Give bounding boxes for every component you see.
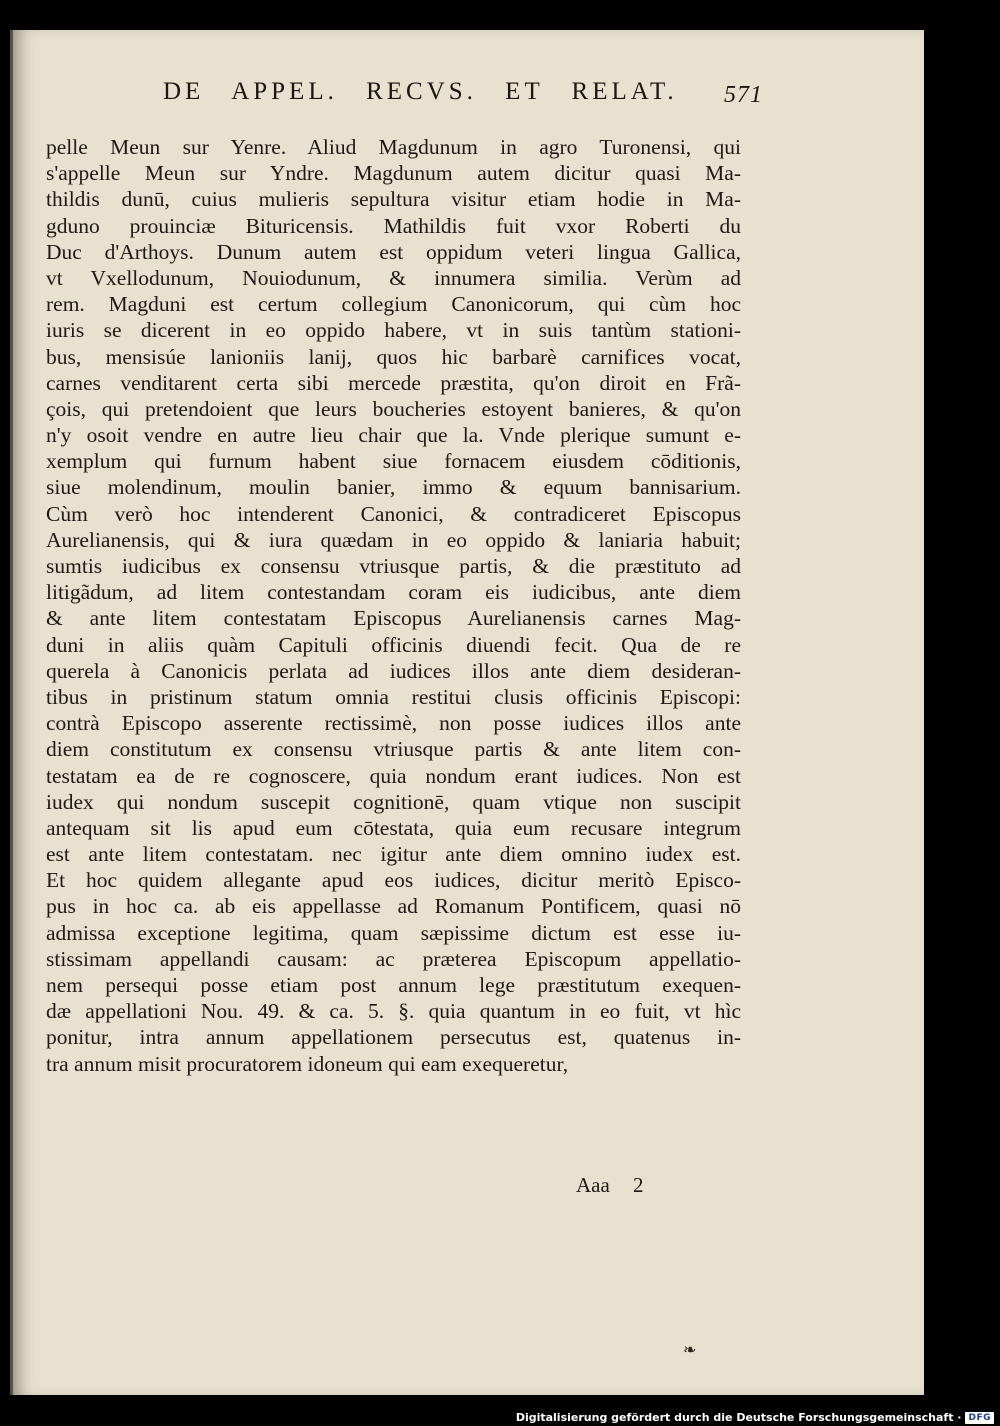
text-line: carnes venditarent certa sibi mercede præstita, qu'on diroit en Frã- <box>46 370 741 395</box>
text-line: antequam sit lis apud eum cōtestata, quia eum recusare integrum <box>46 815 741 840</box>
text-line: nem persequi posse etiam post annum lege præstitutum exequen- <box>46 973 741 997</box>
ornament-icon: ❧ <box>683 1340 697 1359</box>
text-line: est ante litem contestatam. nec igitur ante diem omnino iudex est. <box>46 842 741 867</box>
text-line: bus, mensisúe lanioniis lanij, quos hic barbarè carnifices vocat, <box>46 344 741 369</box>
text-line: contrà Episcopo asserente rectissimè, non posse iudices illos ante <box>46 711 741 736</box>
text-line: sumtis iudicibus ex consensu vtriusque partis, & die præstituto ad <box>46 554 741 578</box>
text-line: n'y osoit vendre en autre lieu chair que la. Vnde plerique sumunt e- <box>46 423 741 448</box>
text-line: çois, qui pretendoient que leurs boucheries estoyent banieres, & qu'on <box>46 396 741 421</box>
text-line: testatam ea de re cognoscere, quia nondum erant iudices. Non est <box>46 763 741 788</box>
text-line: rem. Magduni est certum collegium Canonicorum, qui cùm hoc <box>46 292 741 317</box>
text-line: iuris se dicerent in eo oppido habere, vt in suis tantùm stationi- <box>46 318 741 343</box>
text-line: Et hoc quidem allegante apud eos iudices, dicitur meritò Episco- <box>46 868 741 893</box>
text-line: admissa exceptione legitima, quam sæpissime dictum est esse iu- <box>46 920 741 945</box>
text-line: stissimam appellandi causam: ac præterea Episcopum appellatio- <box>46 946 741 971</box>
text-line: pelle Meun sur Yenre. Aliud Magdunum in agro Turonensi, qui <box>46 135 741 159</box>
credit-text: Digitalisierung gefördert durch die Deutsche Forschungsgemeinschaft · <box>515 1411 962 1424</box>
text-line: tibus in pristinum statum omnia restitui clusis officinis Episcopi: <box>46 684 741 709</box>
text-line: gduno prouinciæ Bituricensis. Mathildis fuit vxor Roberti du <box>46 213 741 238</box>
page-number: 571 <box>724 82 763 108</box>
text-line: litigãdum, ad litem contestandam coram eis iudicibus, ante diem <box>46 580 741 605</box>
text-line: diem constitutum ex consensu vtriusque partis & ante litem con- <box>46 737 741 762</box>
text-line: querela à Canonicis perlata ad iudices illos ante diem desideran- <box>46 658 741 683</box>
text-line: Duc d'Arthoys. Dunum autem est oppidum veteri lingua Gallica, <box>46 239 741 264</box>
text-line: thildis dunū, cuius mulieris sepultura visitur etiam hodie in Ma- <box>46 187 741 212</box>
book-page <box>10 30 924 1395</box>
body-text <box>46 134 741 1077</box>
digitization-credit <box>516 1411 994 1424</box>
text-line: Aurelianensis, qui & iura quædam in eo oppido & laniaria habuit; <box>46 527 741 552</box>
text-line: tra annum misit procuratorem idoneum qui eam exequeretur, <box>46 1051 569 1076</box>
text-line: dæ appellationi Nou. 49. & ca. 5. §. quia quantum in eo fuit, vt hìc <box>46 999 741 1024</box>
text-line: ponitur, intra annum appellationem persecutus est, quatenus in- <box>46 1025 741 1050</box>
text-line: vt Vxellodunum, Nouiodunum, & innumera similia. Verùm ad <box>46 265 741 290</box>
text-line: iudex qui nondum suscepit cognitionē, quam vtique non suscipit <box>46 789 741 814</box>
text-line: s'appelle Meun sur Yndre. Magdunum autem dicitur quasi Ma- <box>46 161 741 186</box>
text-line: xemplum qui furnum habent siue fornacem eiusdem cōditionis, <box>46 449 741 474</box>
dfg-logo-icon: DFG <box>965 1412 994 1424</box>
text-line: Cùm verò hoc intenderent Canonici, & contradiceret Episcopus <box>46 501 741 526</box>
text-line: duni in aliis quàm Capituli officinis diuendi fecit. Qua de re <box>46 632 741 657</box>
signature-mark: Aaa 2 <box>576 1173 644 1197</box>
running-header <box>163 78 763 118</box>
running-title: DE APPEL. RECVS. ET RELAT. <box>163 78 678 105</box>
text-line: pus in hoc ca. ab eis appellasse ad Romanum Pontificem, quasi nō <box>46 894 741 919</box>
text-line: & ante litem contestatam Episcopus Aurelianensis carnes Mag- <box>46 606 741 631</box>
text-line: siue molendinum, moulin banier, immo & equum bannisarium. <box>46 475 741 500</box>
